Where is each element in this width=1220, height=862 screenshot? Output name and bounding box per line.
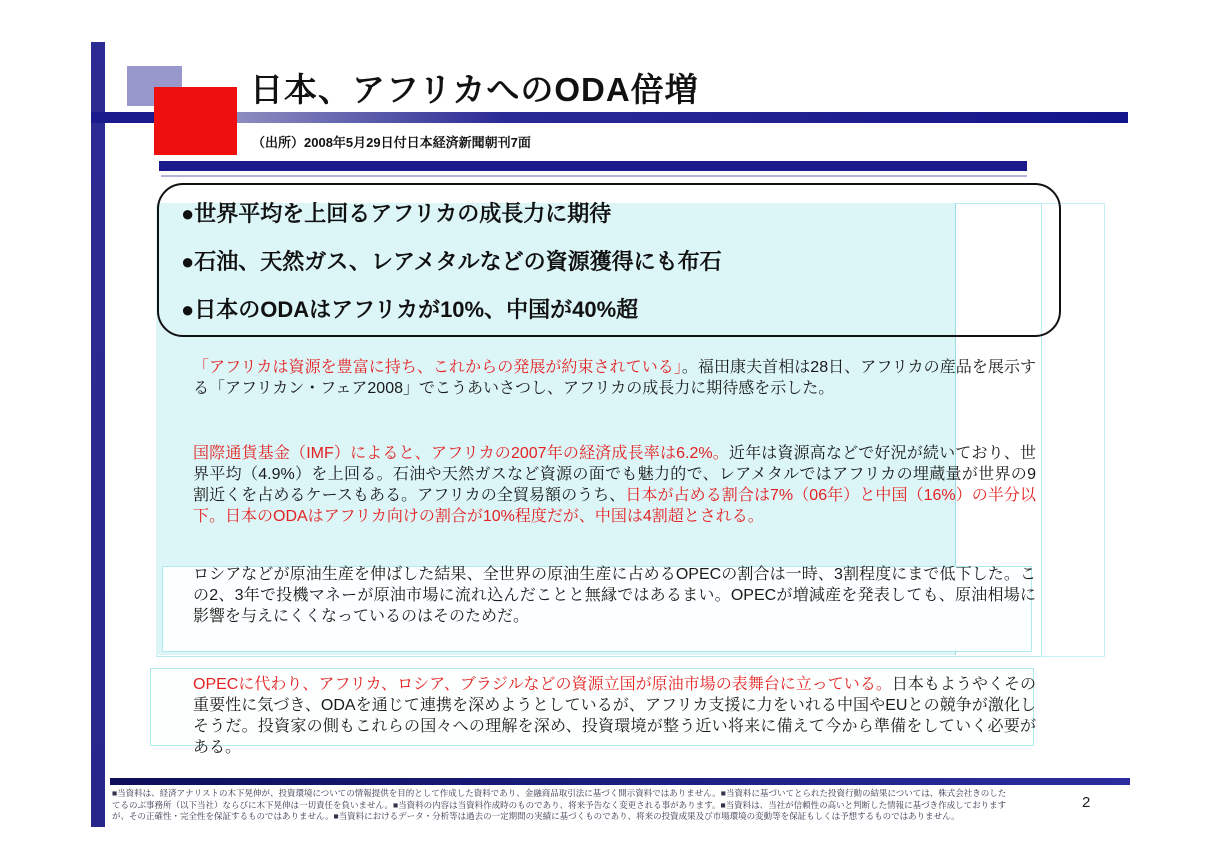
source-caption: （出所）2008年5月29日付日本経済新聞朝刊7面: [252, 135, 531, 150]
paragraph-3: [193, 564, 1036, 627]
footer-disclaimer-line-3: が、その正確性・完全性を保証するものではありません。■当資料におけるデータ・分析等は過去の一定期間の実績に基づくものであり、将来の投資成果及び市場環境の変動等を保証もしくは予想するものではありません。: [112, 811, 960, 821]
page-number: 2: [1082, 794, 1091, 811]
footer-divider-bar: [110, 778, 1130, 785]
footer-disclaimer-line-2: てるのぶ事務所（以下当社）ならびに木下晃伸は一切責任を負いません。■当資料の内容は当資料作成時のものであり、将来予告なく変更される事があります。■当資料は、当社が信頼性の高いと判断した情報に基づき作成しております: [112, 799, 1007, 810]
paragraph-3-black-segment: ロシアなどが原油生産を伸ばした結果、全世界の原油生産に占めるOPECの割合は一時、3割程度にまで低下した。この2、3年で投機マネーが原油市場に流れ込んだことと無縁ではあるまい。OPECが増減産を発表しても、原油相場に影響を与えにくくなっているのはそのためだ。: [193, 566, 1036, 625]
footer-disclaimer: [112, 788, 1060, 823]
paragraph-2-black-segment: 近年は資源高などで好況が続いており、世界平均（4.9%）を上回る。石油や天然ガスなど資源の面でも魅力的で、レアメタルではアフリカの埋蔵量が世界の9割近くを占めるケースもある。アフリカの全貿易額のうち、: [193, 445, 1036, 504]
paragraph-4: [193, 674, 1036, 758]
title-underline-bar: [91, 112, 1128, 123]
section-divider-thin-line: [161, 175, 1027, 177]
paragraph-1-black-segment: 。福田康夫首相は28日、アフリカの産品を展示する「アフリカン・フェア2008」でこうあいさつし、アフリカの成長力に期待感を示した。: [193, 359, 1037, 397]
paragraph-4-black-segment: 日本もようやくその重要性に気づき、ODAを通じて連携を深めようとしているが、アフリカ支援に力をいれる中国やEUとの競争が激化しそうだ。投資家の側もこれらの国々への理解を深め、投資環境が整う近い将来に備えて今から準備をしていく必要がある。: [193, 676, 1036, 756]
summary-bullet-1: ●世界平均を上回るアフリカの成長力に期待: [181, 201, 612, 226]
section-divider-bar: [159, 161, 1027, 171]
summary-bullet-3: ●日本のODAはアフリカが10%、中国が40%超: [181, 297, 639, 322]
slide-title: 日本、アフリカへのODA倍増: [250, 71, 699, 108]
paragraph-1-red-segment: 「アフリカは資源を豊富に持ち、これからの発展が約束されている」: [193, 359, 682, 376]
summary-bullet-2: ●石油、天然ガス、レアメタルなどの資源獲得にも布石: [181, 249, 722, 274]
paragraph-2: [193, 443, 1036, 527]
red-accent-square: [154, 87, 237, 155]
summary-bullet-list: [181, 190, 1041, 334]
paragraph-1: [193, 357, 1036, 399]
paragraph-2-red-segment-2: 日本が占める割合は7%（06年）と中国（16%）の半分以下。日本のODAはアフリカ向けの割合が10%程度だが、中国は4割超とされる。: [193, 487, 1036, 525]
paragraph-4-red-segment: OPECに代わり、アフリカ、ロシア、ブラジルなどの資源立国が原油市場の表舞台に立っている。: [193, 676, 892, 693]
paragraph-2-red-segment-1: 国際通貨基金（IMF）によると、アフリカの2007年の経済成長率は6.2%。: [193, 445, 729, 462]
left-vertical-bar: [91, 42, 105, 827]
footer-disclaimer-line-1: ■当資料は、経済アナリストの木下晃伸が、投資環境についての情報提供を目的として作成した資料であり、金融商品取引法に基づく開示資料ではありません。■当資料に基づいてとられた投資行動の結果については、株式会社きのした: [112, 788, 1007, 798]
